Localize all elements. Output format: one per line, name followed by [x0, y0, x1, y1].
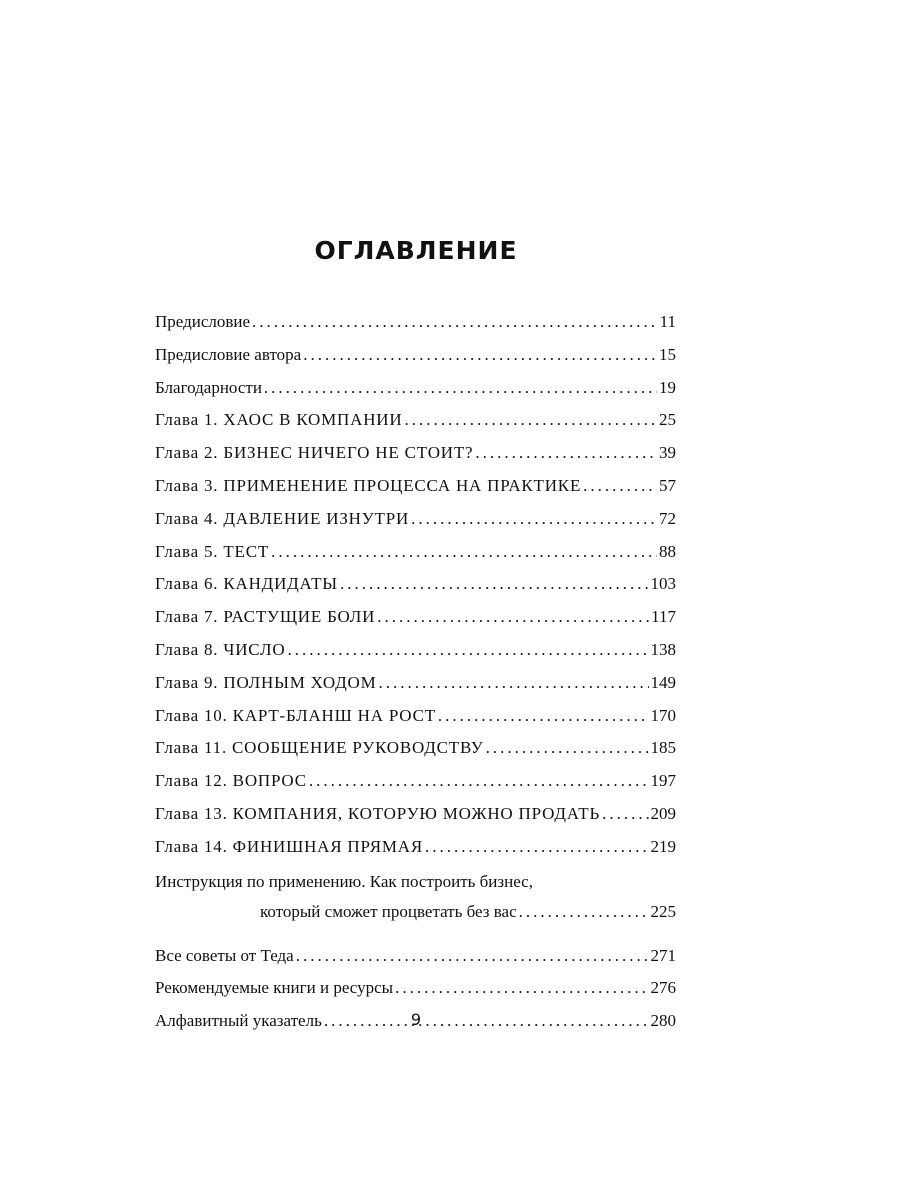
toc-entry-page: 72	[659, 508, 676, 528]
toc-entry	[155, 607, 676, 640]
toc-entry	[155, 640, 676, 673]
toc-entry-label: Глава 6. КАНДИДАТЫ	[155, 574, 338, 594]
toc-entry-label: Глава 3. ПРИМЕНЕНИЕ ПРОЦЕССА НА ПРАКТИКЕ	[155, 475, 582, 495]
toc-entry	[155, 345, 676, 378]
dot-leader	[486, 738, 649, 758]
dot-leader	[395, 978, 648, 998]
toc-entry-page: 117	[651, 607, 676, 627]
toc-entry-line2	[155, 902, 676, 946]
toc-entry-page: 280	[650, 1011, 676, 1031]
toc-entry-page: 209	[650, 803, 676, 823]
toc-entry-label: Глава 5. ТЕСТ	[155, 541, 270, 561]
dot-leader	[583, 476, 657, 496]
toc-entry-label: Глава 4. ДАВЛЕНИЕ ИЗНУТРИ	[155, 508, 410, 528]
toc-entry-label: Предисловие	[155, 312, 251, 331]
toc-entry-label: Глава 8. ЧИСЛО	[155, 639, 286, 659]
dot-leader	[264, 378, 657, 398]
toc-entry-label: Алфавитный указатель	[155, 1011, 322, 1031]
toc-entry	[155, 476, 676, 509]
toc-entry-page: 225	[650, 901, 676, 921]
table-of-contents	[155, 312, 676, 1044]
toc-entry	[155, 706, 676, 739]
toc-entry-label-line2: который сможет процветать без вас	[260, 901, 517, 921]
page-title: ОГЛАВЛЕНИЕ	[314, 236, 518, 265]
toc-entry-page: 19	[659, 377, 676, 397]
toc-entry	[155, 738, 676, 771]
page-number: 9	[410, 1010, 422, 1029]
dot-leader	[404, 410, 657, 430]
toc-entry-page: 170	[650, 705, 676, 725]
toc-entry	[155, 312, 676, 345]
toc-entry-label: Глава 1. ХАОС В КОМПАНИИ	[155, 410, 403, 430]
dot-leader	[475, 443, 657, 463]
dot-leader	[519, 902, 649, 922]
toc-entry	[155, 837, 676, 870]
toc-entry-page: 149	[650, 672, 676, 692]
toc-entry-page: 138	[650, 639, 676, 659]
toc-entry-page: 219	[650, 836, 676, 856]
toc-entry	[155, 542, 676, 575]
toc-entry-label: Предисловие автора	[155, 344, 302, 364]
toc-entry-page: 15	[659, 344, 676, 364]
toc-entry-page: 103	[650, 574, 676, 594]
toc-entry-page: 197	[650, 771, 676, 791]
toc-entry	[155, 509, 676, 542]
toc-entry	[155, 410, 676, 443]
toc-entry-label: Глава 13. КОМПАНИЯ, КОТОРУЮ МОЖНО ПРОДАТЬ	[155, 803, 601, 823]
dot-leader	[340, 574, 649, 594]
toc-entry-label: Глава 10. КАРТ-БЛАНШ НА РОСТ	[155, 705, 436, 725]
toc-entry	[155, 378, 676, 411]
dot-leader	[303, 345, 657, 365]
toc-entry-label: Глава 7. РАСТУЩИЕ БОЛИ	[155, 607, 376, 627]
toc-entry-page: 88	[659, 541, 676, 561]
toc-entry-label-line1: Инструкция по применению. Как построить бизнес,	[155, 871, 533, 891]
toc-entry	[155, 804, 676, 837]
toc-entry-page: 271	[650, 945, 676, 965]
dot-leader	[296, 946, 649, 966]
toc-entry	[155, 673, 676, 706]
dot-leader	[287, 640, 648, 660]
toc-entry-instruction	[155, 872, 676, 946]
toc-entry	[155, 771, 676, 804]
toc-entry	[155, 946, 676, 979]
toc-entry-label: Глава 2. БИЗНЕС НИЧЕГО НЕ СТОИТ?	[155, 443, 474, 463]
toc-entry-label: Глава 11. СООБЩЕНИЕ РУКОВОДСТВУ	[155, 738, 484, 758]
toc-entry-page: 185	[650, 738, 676, 758]
dot-leader	[379, 673, 649, 693]
toc-entry	[155, 443, 676, 476]
toc-entry	[155, 978, 676, 1011]
toc-entry-page: 11	[659, 312, 676, 331]
toc-entry-label: Глава 12. ВОПРОС	[155, 771, 307, 791]
toc-entry-label: Рекомендуемые книги и ресурсы	[155, 978, 394, 998]
toc-entry-page: 25	[659, 410, 676, 430]
dot-leader	[309, 771, 649, 791]
dot-leader	[271, 542, 657, 562]
toc-entry-label: Все советы от Теда	[155, 945, 294, 965]
dot-leader	[602, 804, 648, 824]
dot-leader	[438, 706, 649, 726]
dot-leader	[411, 509, 657, 529]
toc-entry	[155, 574, 676, 607]
toc-entry-page: 276	[650, 978, 676, 998]
toc-entry-page: 39	[659, 443, 676, 463]
toc-entry-label: Глава 14. ФИНИШНАЯ ПРЯМАЯ	[155, 836, 423, 856]
toc-entry-page: 57	[659, 475, 676, 495]
toc-entry-label: Глава 9. ПОЛНЫМ ХОДОМ	[155, 672, 377, 692]
toc-entry-label: Благодарности	[155, 377, 262, 397]
dot-leader	[377, 607, 649, 627]
dot-leader	[252, 312, 658, 332]
dot-leader	[425, 837, 649, 857]
